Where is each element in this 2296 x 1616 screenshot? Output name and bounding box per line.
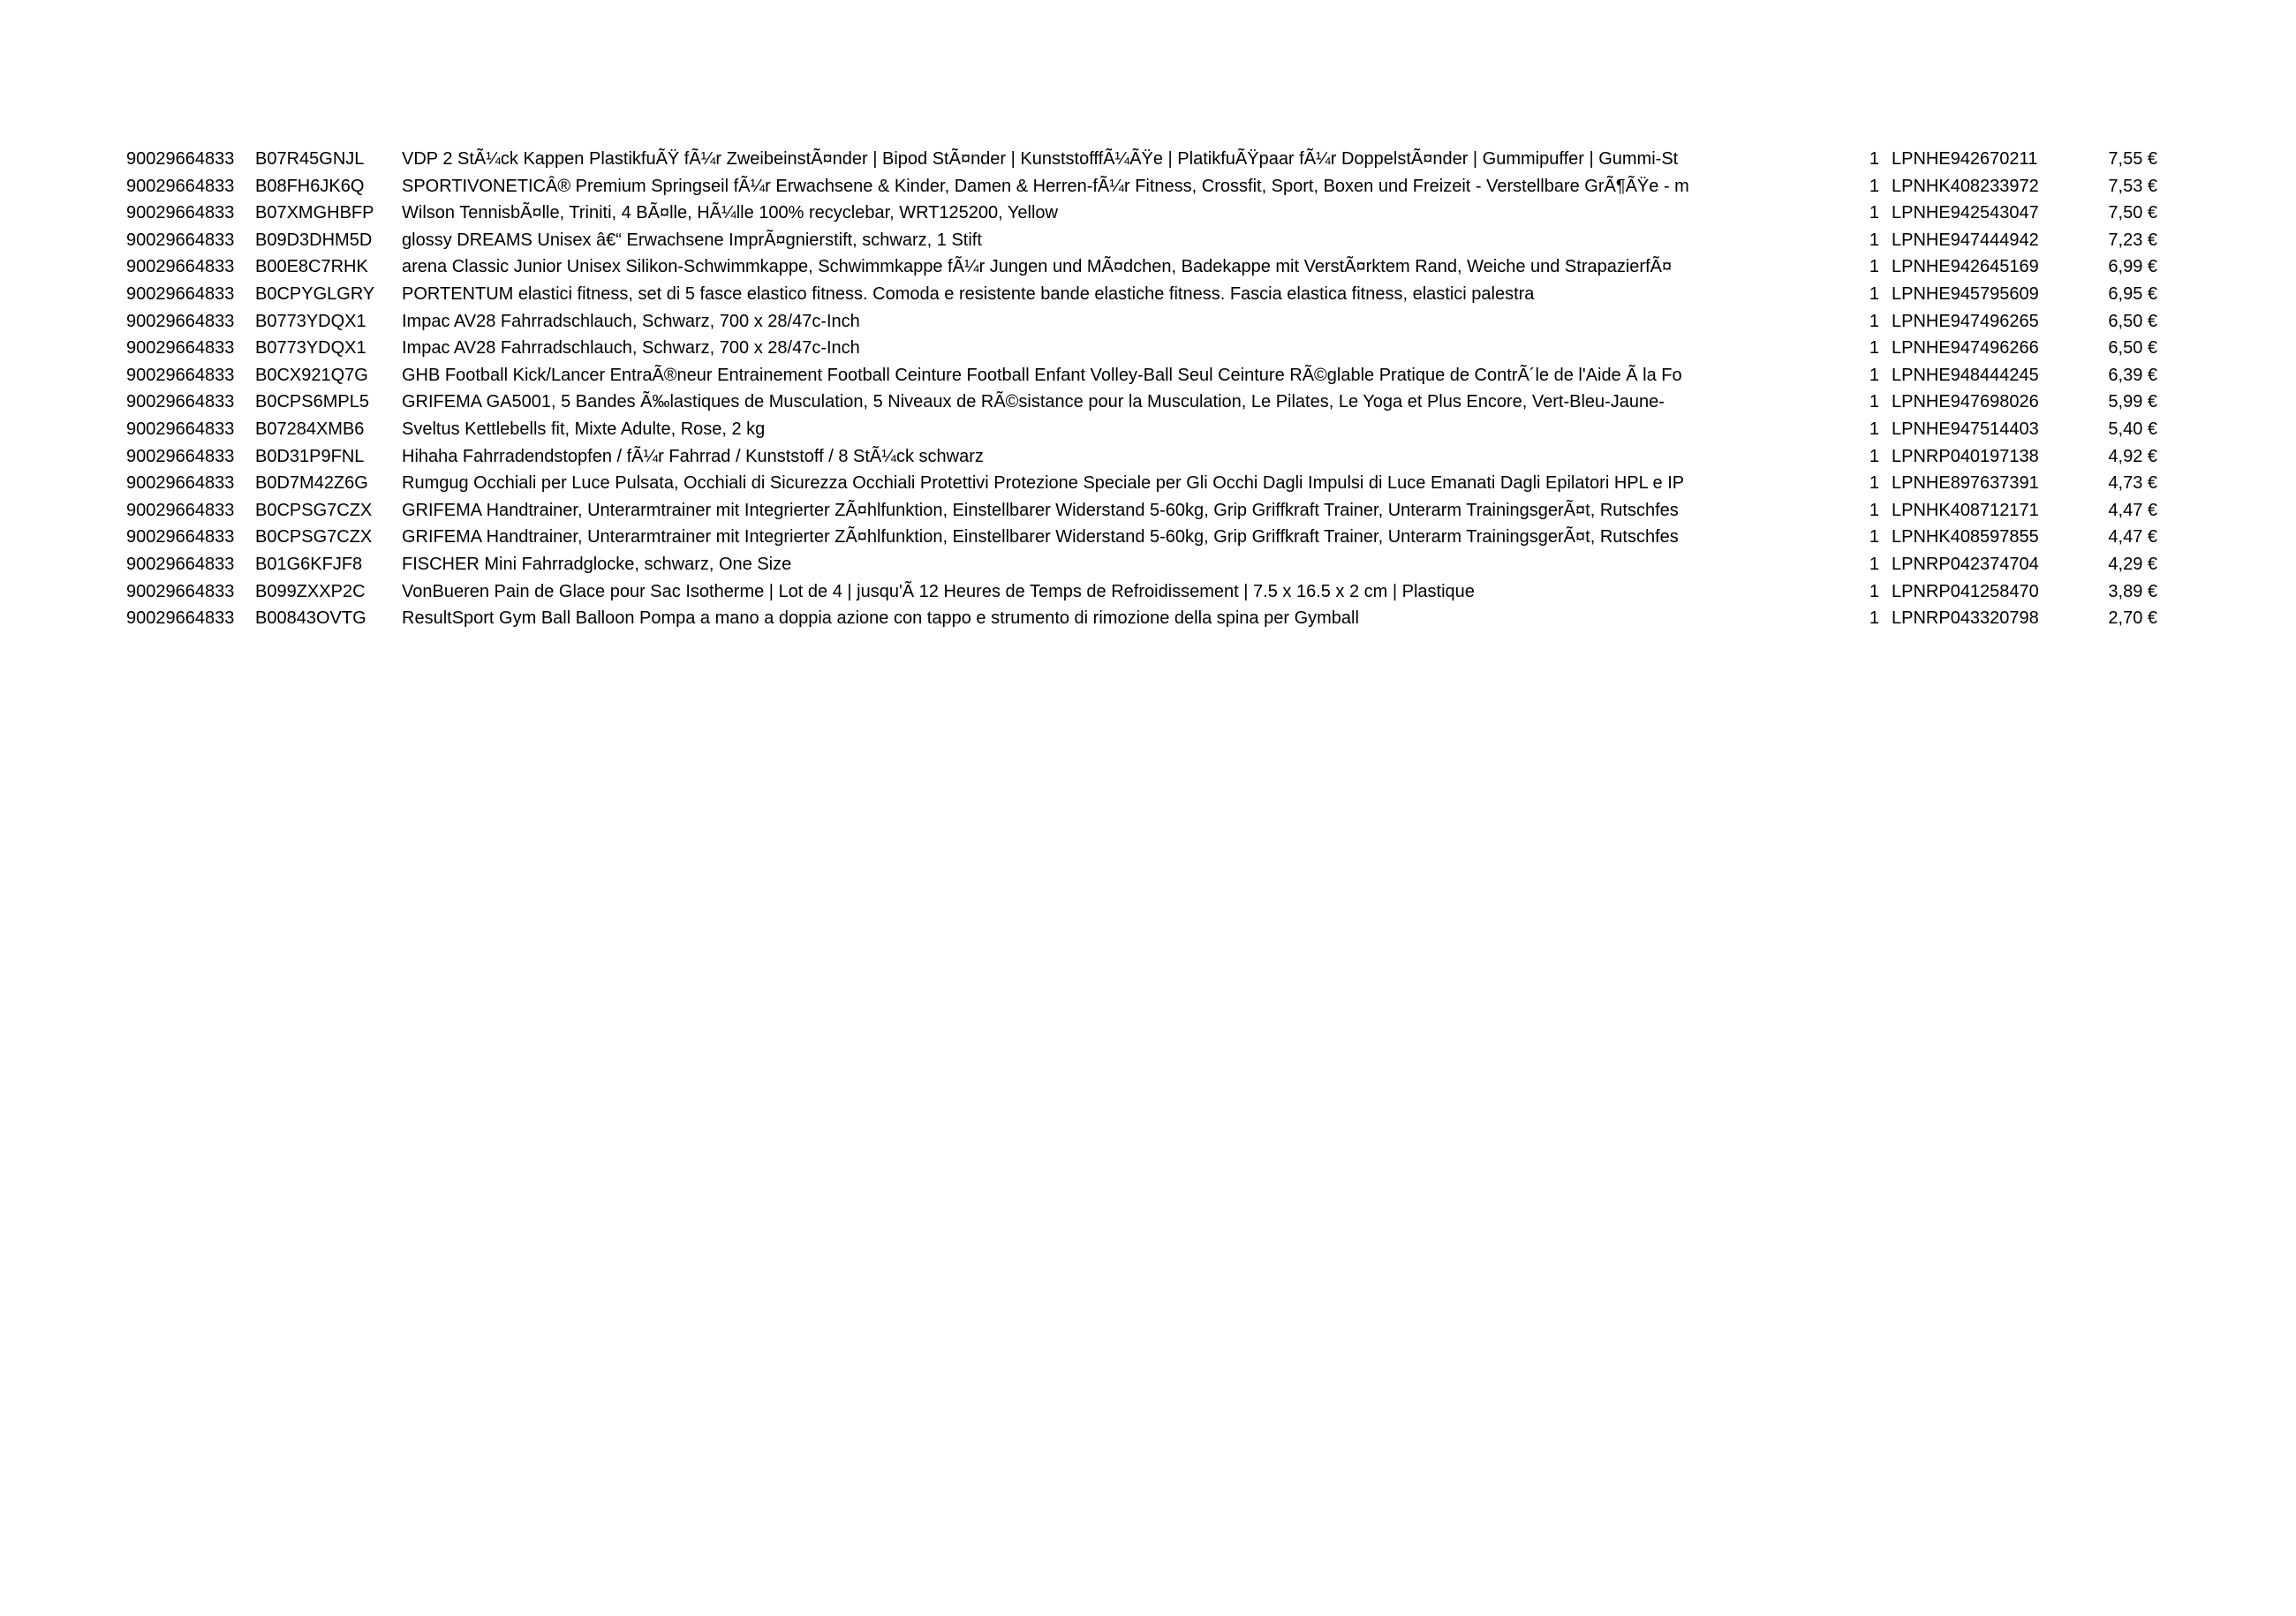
price: 6,50 € — [2108, 338, 2157, 359]
table-row — [126, 470, 2157, 497]
product-description: SPORTIVONETICÂ® Premium Springseil fÃ¼r Erwachsene & Kinder, Damen & Herren-fÃ¼r Fitness, Crossfit, Sport, Boxen und Freizeit - Verstellbare GrÃ¶ÃŸe - m — [402, 176, 1689, 196]
table-row — [126, 389, 2157, 416]
quantity: 1 — [1869, 473, 1879, 494]
order-number: 90029664833 — [126, 365, 235, 385]
asin-code: B0D31P9FNL — [255, 446, 365, 466]
lpn-code: LPNRP041258470 — [1892, 581, 2039, 601]
quantity: 1 — [1869, 338, 1879, 359]
asin-code: B01G6KFJF8 — [255, 554, 363, 574]
order-number: 90029664833 — [126, 608, 235, 629]
product-description: GRIFEMA Handtrainer, Unterarmtrainer mit Integrierter ZÃ¤hlfunktion, Einstellbarer Widerstand 5-60kg, Grip Griffkraft Trainer, Unterarm TrainingsgerÃ¤t, Rutschfes — [402, 527, 1679, 547]
price: 7,55 € — [2108, 149, 2157, 169]
lpn-code: LPNHE897637391 — [1892, 473, 2039, 494]
table-row — [126, 524, 2157, 551]
order-number: 90029664833 — [126, 149, 235, 169]
asin-code: B0CPYGLGRY — [255, 283, 375, 304]
order-number: 90029664833 — [126, 203, 235, 223]
asin-code: B0CPSG7CZX — [255, 500, 373, 520]
lpn-code: LPNHK408712171 — [1892, 500, 2039, 520]
order-number: 90029664833 — [126, 283, 235, 304]
quantity: 1 — [1869, 176, 1879, 196]
asin-code: B0CPS6MPL5 — [255, 392, 369, 412]
manifest-table — [126, 146, 2157, 632]
quantity: 1 — [1869, 608, 1879, 629]
table-row — [126, 443, 2157, 471]
quantity: 1 — [1869, 257, 1879, 277]
price: 5,99 € — [2108, 392, 2157, 412]
price: 6,39 € — [2108, 365, 2157, 385]
lpn-code: LPNRP040197138 — [1892, 446, 2039, 466]
table-row — [126, 200, 2157, 227]
quantity: 1 — [1869, 527, 1879, 547]
quantity: 1 — [1869, 500, 1879, 520]
asin-code: B0D7M42Z6G — [255, 473, 368, 494]
product-description: Impac AV28 Fahrradschlauch, Schwarz, 700 x 28/47c-Inch — [402, 311, 860, 331]
product-description: glossy DREAMS Unisex â€“ Erwachsene ImprÃ¤gnierstift, schwarz, 1 Stift — [402, 230, 982, 250]
quantity: 1 — [1869, 365, 1879, 385]
quantity: 1 — [1869, 554, 1879, 574]
table-row — [126, 281, 2157, 308]
price: 4,92 € — [2108, 446, 2157, 466]
lpn-code: LPNRP042374704 — [1892, 554, 2039, 574]
asin-code: B0CX921Q7G — [255, 365, 368, 385]
lpn-code: LPNHK408597855 — [1892, 527, 2039, 547]
product-description: Wilson TennisbÃ¤lle, Triniti, 4 BÃ¤lle, HÃ¼lle 100% recyclebar, WRT125200, Yellow — [402, 203, 1058, 223]
product-description: GRIFEMA Handtrainer, Unterarmtrainer mit Integrierter ZÃ¤hlfunktion, Einstellbarer Widerstand 5-60kg, Grip Griffkraft Trainer, Unterarm TrainingsgerÃ¤t, Rutschfes — [402, 500, 1679, 520]
product-description: Sveltus Kettlebells fit, Mixte Adulte, Rose, 2 kg — [402, 419, 766, 439]
order-number: 90029664833 — [126, 419, 235, 439]
table-row — [126, 227, 2157, 254]
quantity: 1 — [1869, 419, 1879, 439]
quantity: 1 — [1869, 203, 1879, 223]
table-row — [126, 253, 2157, 281]
asin-code: B09D3DHM5D — [255, 230, 373, 250]
price: 4,47 € — [2108, 500, 2157, 520]
product-description: PORTENTUM elastici fitness, set di 5 fasce elastico fitness. Comoda e resistente bande elastiche fitness. Fascia elastica fitness, elastici palestra — [402, 283, 1535, 304]
asin-code: B07284XMB6 — [255, 419, 365, 439]
order-number: 90029664833 — [126, 230, 235, 250]
price: 7,53 € — [2108, 176, 2157, 196]
lpn-code: LPNHE948444245 — [1892, 365, 2039, 385]
table-row — [126, 335, 2157, 362]
price: 7,50 € — [2108, 203, 2157, 223]
order-number: 90029664833 — [126, 257, 235, 277]
order-number: 90029664833 — [126, 446, 235, 466]
lpn-code: LPNHE947698026 — [1892, 392, 2039, 412]
product-description: Rumgug Occhiali per Luce Pulsata, Occhiali di Sicurezza Occhiali Protettivi Protezione Speciale per Gli Occhi Dagli Impulsi di Luce Emanati Dagli Epilatori HPL e IP — [402, 473, 1685, 494]
order-number: 90029664833 — [126, 176, 235, 196]
asin-code: B08FH6JK6Q — [255, 176, 365, 196]
quantity: 1 — [1869, 230, 1879, 250]
price: 5,40 € — [2108, 419, 2157, 439]
quantity: 1 — [1869, 311, 1879, 331]
lpn-code: LPNRP043320798 — [1892, 608, 2039, 629]
quantity: 1 — [1869, 392, 1879, 412]
quantity: 1 — [1869, 283, 1879, 304]
asin-code: B00843OVTG — [255, 608, 366, 629]
product-description: Hihaha Fahrradendstopfen / fÃ¼r Fahrrad / Kunststoff / 8 StÃ¼ck schwarz — [402, 446, 984, 466]
asin-code: B00E8C7RHK — [255, 257, 368, 277]
lpn-code: LPNHE947496266 — [1892, 338, 2039, 359]
table-row — [126, 605, 2157, 632]
asin-code: B07XMGHBFP — [255, 203, 374, 223]
table-row — [126, 416, 2157, 443]
order-number: 90029664833 — [126, 392, 235, 412]
quantity: 1 — [1869, 446, 1879, 466]
price: 3,89 € — [2108, 581, 2157, 601]
table-row — [126, 578, 2157, 606]
asin-code: B099ZXXP2C — [255, 581, 366, 601]
order-number: 90029664833 — [126, 554, 235, 574]
lpn-code: LPNHK408233972 — [1892, 176, 2039, 196]
product-description: VDP 2 StÃ¼ck Kappen PlastikfuÃŸ fÃ¼r ZweibeinstÃ¤nder | Bipod StÃ¤nder | KunststofffÃ¼ÃŸe | PlatikfuÃŸpaar fÃ¼r DoppelstÃ¤nder | Gummipuffer | Gummi-St — [402, 149, 1679, 169]
asin-code: B07R45GNJL — [255, 149, 365, 169]
price: 4,73 € — [2108, 473, 2157, 494]
lpn-code: LPNHE942645169 — [1892, 257, 2039, 277]
price: 4,47 € — [2108, 527, 2157, 547]
table-row — [126, 173, 2157, 200]
asin-code: B0CPSG7CZX — [255, 527, 373, 547]
asin-code: B0773YDQX1 — [255, 311, 366, 331]
product-description: ResultSport Gym Ball Balloon Pompa a mano a doppia azione con tappo e strumento di rimozione della spina per Gymball — [402, 608, 1359, 629]
price: 4,29 € — [2108, 554, 2157, 574]
product-description: VonBueren Pain de Glace pour Sac Isotherme | Lot de 4 | jusqu'Ã 12 Heures de Temps de Refroidissement | 7.5 x 16.5 x 2 cm | Plastique — [402, 581, 1475, 601]
lpn-code: LPNHE942543047 — [1892, 203, 2039, 223]
table-row — [126, 146, 2157, 173]
table-row — [126, 362, 2157, 389]
order-number: 90029664833 — [126, 338, 235, 359]
product-description: GHB Football Kick/Lancer EntraÃ®neur Entrainement Football Ceinture Football Enfant Volley-Ball Seul Ceinture RÃ©glable Pratique de ContrÃ´le de l'Aide Ã la Fo — [402, 365, 1682, 385]
lpn-code: LPNHE947496265 — [1892, 311, 2039, 331]
table-row — [126, 497, 2157, 525]
order-number: 90029664833 — [126, 311, 235, 331]
lpn-code: LPNHE945795609 — [1892, 283, 2039, 304]
order-number: 90029664833 — [126, 473, 235, 494]
lpn-code: LPNHE942670211 — [1892, 149, 2038, 169]
order-number: 90029664833 — [126, 527, 235, 547]
table-row — [126, 308, 2157, 336]
price: 6,50 € — [2108, 311, 2157, 331]
price: 7,23 € — [2108, 230, 2157, 250]
lpn-code: LPNHE947514403 — [1892, 419, 2039, 439]
lpn-code: LPNHE947444942 — [1892, 230, 2039, 250]
product-description: GRIFEMA GA5001, 5 Bandes Ã‰lastiques de Musculation, 5 Niveaux de RÃ©sistance pour la Musculation, Le Pilates, Le Yoga et Plus Encore, Vert-Bleu-Jaune- — [402, 392, 1665, 412]
order-number: 90029664833 — [126, 581, 235, 601]
product-description: arena Classic Junior Unisex Silikon-Schwimmkappe, Schwimmkappe fÃ¼r Jungen und MÃ¤dchen, Badekappe mit VerstÃ¤rktem Rand, Weiche und StrapazierfÃ¤ — [402, 257, 1673, 277]
quantity: 1 — [1869, 581, 1879, 601]
price: 2,70 € — [2108, 608, 2157, 629]
price: 6,95 € — [2108, 283, 2157, 304]
price: 6,99 € — [2108, 257, 2157, 277]
product-description: Impac AV28 Fahrradschlauch, Schwarz, 700 x 28/47c-Inch — [402, 338, 860, 359]
product-description: FISCHER Mini Fahrradglocke, schwarz, One Size — [402, 554, 792, 574]
quantity: 1 — [1869, 149, 1879, 169]
manifest-rows — [126, 146, 2157, 632]
order-number: 90029664833 — [126, 500, 235, 520]
asin-code: B0773YDQX1 — [255, 338, 366, 359]
table-row — [126, 551, 2157, 578]
